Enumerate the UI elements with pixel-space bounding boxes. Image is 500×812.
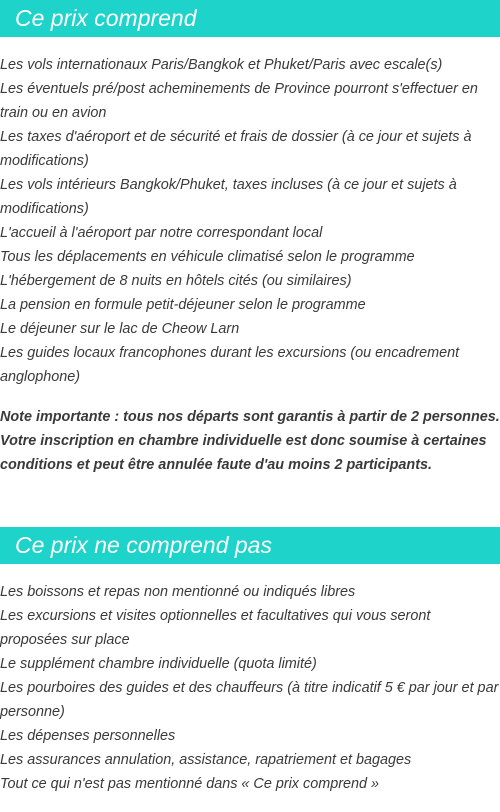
list-item: Les pourboires des guides et des chauffeurs (à titre indicatif 5 € par jour et par personne): [0, 680, 499, 720]
important-note-line: conditions et peut être annulée faute d'au moins 2 participants.: [0, 457, 433, 473]
list-item: Le supplément chambre individuelle (quota limité): [0, 656, 317, 672]
list-item: Les éventuels pré/post acheminements de Province pourront s'effectuer en train ou en avion: [0, 81, 478, 121]
includes-section-title: Ce prix comprend: [0, 0, 500, 37]
important-note: [0, 405, 500, 477]
list-item: Les guides locaux francophones durant les excursions (ou encadrement anglophone): [0, 345, 460, 385]
list-item: La pension en formule petit-déjeuner selon le programme: [0, 297, 366, 313]
list-item: Les excursions et visites optionnelles et facultatives qui vous seront proposées sur place: [0, 608, 431, 648]
list-item: Les assurances annulation, assistance, rapatriement et bagages: [0, 752, 412, 768]
important-note-line: Votre inscription en chambre individuelle est donc soumise à certaines: [0, 433, 487, 449]
includes-list: [0, 53, 500, 389]
excludes-list: [0, 580, 500, 796]
list-item: Tout ce qui n'est pas mentionné dans « Ce prix comprend »: [0, 776, 379, 792]
list-item: Les dépenses personnelles: [0, 728, 176, 744]
list-item: Les vols internationaux Paris/Bangkok et Phuket/Paris avec escale(s): [0, 57, 443, 73]
list-item: L'hébergement de 8 nuits en hôtels cités (ou similaires): [0, 273, 352, 289]
excludes-section-title: Ce prix ne comprend pas: [0, 527, 500, 564]
important-note-line: Note importante : tous nos départs sont garantis à partir de 2 personnes.: [0, 409, 500, 425]
list-item: Les vols intérieurs Bangkok/Phuket, taxes incluses (à ce jour et sujets à modifications): [0, 177, 457, 217]
list-item: L'accueil à l'aéroport par notre correspondant local: [0, 225, 323, 241]
list-item: Le déjeuner sur le lac de Cheow Larn: [0, 321, 240, 337]
list-item: Tous les déplacements en véhicule climatisé selon le programme: [0, 249, 415, 265]
list-item: Les boissons et repas non mentionné ou indiqués libres: [0, 584, 356, 600]
list-item: Les taxes d'aéroport et de sécurité et frais de dossier (à ce jour et sujets à modifications): [0, 129, 472, 169]
